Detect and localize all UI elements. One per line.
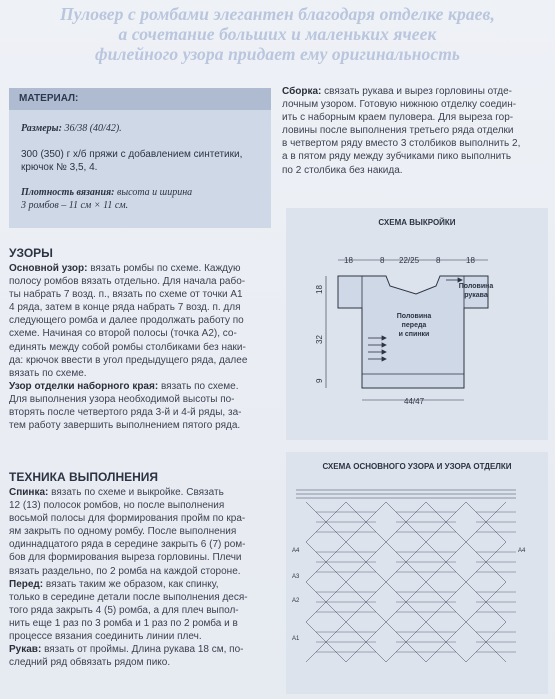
- main-pattern-label: Основной узор:: [9, 263, 88, 274]
- density-value: высота и ширина: [117, 187, 193, 198]
- technique-heading: ТЕХНИКА ВЫПОЛНЕНИЯ: [9, 470, 159, 484]
- dim-top-5: 18: [466, 256, 475, 265]
- hook-line: крючок № 3,5, 4.: [21, 162, 98, 173]
- text-line: [9, 578, 271, 591]
- dim-top-1: 18: [344, 256, 353, 265]
- text-line: схеме. Начиная со второй полосы (точка А2), со-: [9, 328, 237, 340]
- pattern-schema-drawing: [286, 208, 548, 440]
- text-line: ты набрать 7 возд. п., вязать по схеме от точки А1: [9, 289, 243, 301]
- text-span: вязать ромбы по схеме. Каждую: [90, 263, 241, 274]
- main-pattern-text: [9, 262, 271, 432]
- density-line: [21, 186, 192, 199]
- text-span: связать рукава и вырез горловины отде-: [324, 86, 512, 97]
- text-line: ловины после выполнения третьего ряда отделки: [282, 125, 514, 137]
- material-box: [9, 88, 271, 228]
- page-title: [0, 4, 555, 64]
- sizes-value: 36/38 (40/42).: [64, 123, 122, 134]
- title-line-2: а сочетание больших и маленьких ячеек: [118, 24, 437, 44]
- text-line: тем работу завершить выполнением пятого ряда.: [9, 420, 241, 432]
- text-line: в четвертом ряду вместо 3 столбиков выполнить 2,: [282, 138, 521, 150]
- text-line: того ряда закрыть 4 (5) ромба, а для плеч выпол-: [9, 604, 239, 616]
- text-line: только в середине детали после выполнения деся-: [9, 591, 248, 603]
- sleeves-label: Рукав:: [9, 644, 42, 656]
- text-span: вязать от проймы. Длина рукава 18 см, по-: [44, 644, 244, 656]
- text-line: следующего ромба и далее продолжать работу по: [9, 315, 244, 327]
- text-line: следний ряд обвязать рядом пико.: [9, 657, 171, 669]
- text-line: единять между собой ромбы столбиками без наки-: [9, 341, 246, 353]
- back-label: Спинка:: [9, 487, 49, 498]
- dim-top-2: 8: [380, 256, 385, 265]
- marker-a4-right: А4: [518, 548, 526, 554]
- text-line: 4 ряда, затем в конце ряда набрать 7 возд. п. для: [9, 302, 241, 314]
- body-label-1: Половина: [396, 313, 432, 320]
- density-line-2: [21, 199, 128, 212]
- dim-bottom: 44/47: [404, 397, 425, 406]
- text-line: [9, 643, 271, 656]
- text-line: [9, 262, 271, 275]
- text-line: вязать по схеме.: [9, 367, 87, 379]
- text-span: вязать по схеме.: [160, 380, 239, 392]
- text-line: восьмой полосы для формирования пройм по кра-: [9, 513, 246, 525]
- material-header: [9, 88, 271, 110]
- marker-a1: А1: [292, 636, 300, 642]
- patterns-heading: УЗОРЫ: [9, 246, 53, 260]
- text-line: процессе вязания соединить линии плеч.: [9, 631, 202, 643]
- sleeve-label-2: рукава: [464, 292, 488, 299]
- text-line: [9, 380, 271, 393]
- text-line: вязать раздельно, по 2 ромба на каждой стороне.: [9, 565, 241, 577]
- text-line: полосу ромбов вязать отдельно. Для начала рабо-: [9, 276, 246, 288]
- marker-a4: А4: [292, 548, 300, 554]
- text-line: бов для формирования выреза горловины. Плечи: [9, 552, 242, 564]
- pattern-schema-title: СХЕМА ВЫКРОЙКИ: [378, 218, 456, 227]
- stitch-schema-box: [286, 452, 548, 694]
- text-line: по 2 столбика без накида.: [282, 164, 403, 176]
- marker-a2: А2: [292, 598, 300, 604]
- text-line: нить еще 1 раз по 3 ромба и 1 раз по 2 ромба и в: [9, 617, 238, 629]
- title-line-3: филейного узора придает ему оригинальность: [94, 44, 461, 64]
- pattern-schema-box: [286, 208, 548, 440]
- dim-left-bottom: 9: [315, 378, 324, 383]
- stitch-schema-title: СХЕМА ОСНОВНОГО УЗОРА И УЗОРА ОТДЕЛКИ: [322, 462, 512, 471]
- sizes-line: [21, 122, 122, 135]
- dim-left-sleeve: 18: [315, 285, 324, 294]
- text-line: вторять после четвертого ряда 3-й и 4-й ряды, за-: [9, 407, 242, 419]
- assembly-label: Сборка:: [282, 86, 322, 97]
- text-line: [282, 85, 548, 98]
- yarn-line: 300 (350) г х/б пряжи с добавлением синтетики,: [21, 149, 243, 160]
- sleeve-label-1: Половина: [458, 283, 494, 290]
- text-line: одиннадцатого ряда в середине закрыть 6 (7) ром-: [9, 539, 246, 551]
- dim-left-body: 32: [315, 335, 324, 344]
- text-line: а в пятом ряду между зубчиками пико выполнить: [282, 151, 512, 163]
- text-line: ям закрыть по одному ромбу. После выполнения: [9, 526, 237, 538]
- dim-top-3: 22/25: [399, 256, 420, 265]
- body-label-2: переда: [401, 322, 427, 329]
- text-span: вязать по схеме и выкройке. Связать: [51, 487, 224, 498]
- text-line: да: крючок ввести в угол предыдущего ряда, далее: [9, 354, 248, 366]
- density-label: Плотность вязания:: [21, 187, 115, 198]
- text-span: вязать таким же образом, как спинку,: [45, 578, 219, 590]
- title-line-1: Пуловер с ромбами элегантен благодаря отделке краев,: [60, 4, 495, 24]
- density-value-2: 3 ромбов – 11 см × 11 см.: [21, 200, 129, 211]
- text-line: ить с наборным краем пуловера. Для выреза гор-: [282, 112, 514, 124]
- front-label: Перед:: [9, 578, 44, 590]
- edge-pattern-label: Узор отделки наборного края:: [9, 380, 159, 392]
- assembly-text: [282, 85, 548, 177]
- stitch-diamonds: [296, 490, 516, 662]
- text-line: Для выполнения узора необходимой высоты по-: [9, 393, 235, 405]
- technique-text: [9, 486, 271, 669]
- dim-top-4: 8: [436, 256, 441, 265]
- material-header-label: МАТЕРИАЛ:: [19, 93, 79, 104]
- text-line: 12 (13) полосок ромбов, но после выполнения: [9, 500, 225, 512]
- body-label: [397, 313, 432, 338]
- text-line: [9, 486, 271, 499]
- body-label-3: и спинки: [398, 331, 430, 338]
- stitch-schema-drawing: [286, 452, 548, 694]
- sizes-label: Размеры:: [21, 123, 62, 134]
- marker-a3: А3: [292, 574, 300, 580]
- text-line: лочным узором. Готовую нижнюю отделку соедин-: [282, 99, 517, 111]
